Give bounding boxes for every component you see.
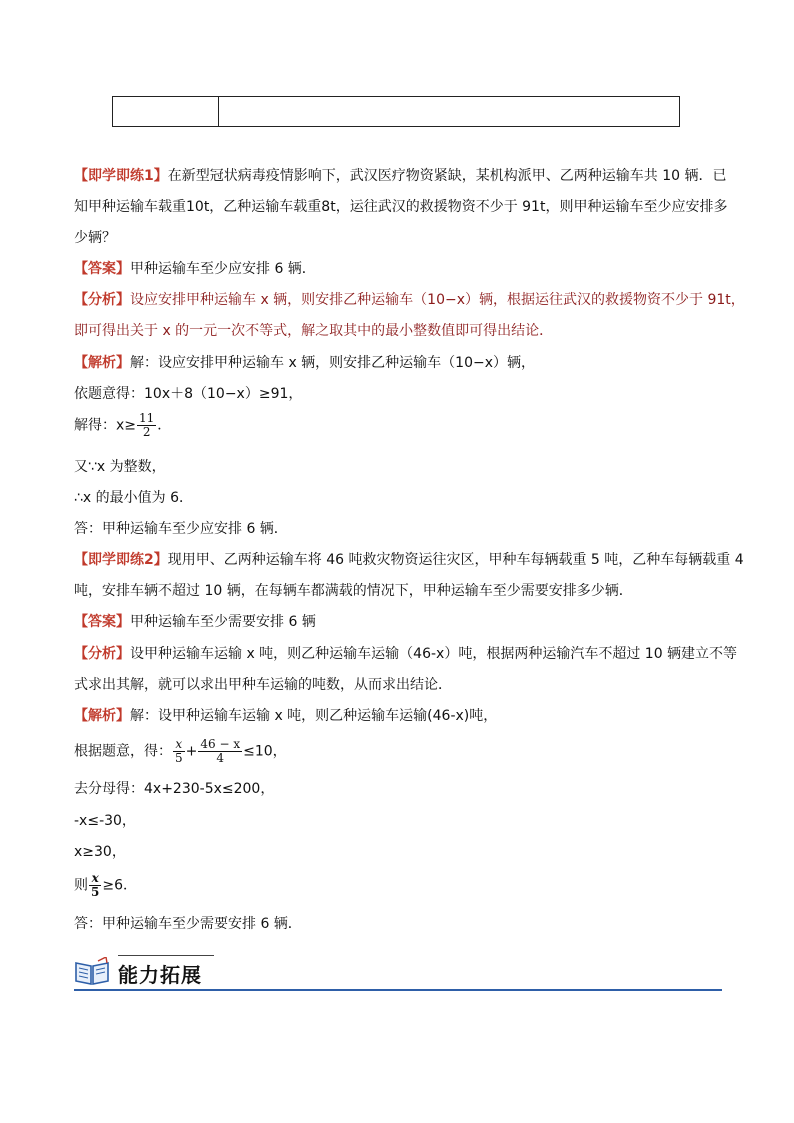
fraction-numerator: x (89, 872, 101, 886)
q2-solution-tag: 【解析】 (74, 708, 130, 724)
q2-solution-line-3: 去分母得：4x+230-5x≤200， (74, 781, 275, 797)
fraction-denominator: 5 (91, 885, 100, 899)
q1-solution-line-2: 依题意得：10x＋8（10−x）≥91， (74, 386, 303, 402)
table-cell (113, 97, 219, 126)
fraction-x-over-5 (173, 738, 185, 765)
empty-table-row (112, 96, 680, 127)
plus-sign: + (185, 743, 198, 760)
section-title: 能力拓展 (118, 963, 202, 987)
fraction-denominator: 5 (175, 751, 183, 765)
q1-tag: 【即学即练1】 (74, 168, 168, 184)
q2-solution-line-6 (74, 872, 137, 899)
q2-answer (74, 612, 316, 632)
q1-solution-line-3 (74, 412, 171, 439)
q1-analysis-line-1 (74, 290, 745, 310)
q2-solution-line-2 (74, 738, 287, 765)
fraction-46-minus-x-over-4 (198, 738, 242, 765)
q1-answer-text: 甲种运输车至少应安排 6 辆． (130, 261, 316, 277)
fraction-11-over-2 (137, 412, 156, 439)
q2-solution-line-5: x≥30， (74, 844, 126, 860)
q2-stem-line-1 (74, 550, 744, 570)
q2-solution-line-1 (74, 706, 497, 726)
q1-answer (74, 259, 316, 279)
fraction-denominator: 4 (216, 751, 225, 765)
q1-sol3-suffix: ． (157, 417, 172, 434)
fraction-numerator: 46 − x (200, 737, 241, 751)
q2-sol6-prefix: 则 (74, 877, 88, 894)
fraction-numerator: x (173, 738, 185, 752)
q1-sol3-prefix: 解得：x≥ (74, 417, 137, 434)
q1-solution-tag: 【解析】 (74, 355, 130, 371)
q1-solution-line-5: ∴x 的最小值为 6． (74, 490, 193, 506)
q1-analysis-text-1: 设应安排甲种运输车 x 辆，则安排乙种运输车（10−x）辆，根据运往武汉的救援物资不少于 91t， (130, 292, 745, 308)
q2-tag: 【即学即练2】 (74, 552, 168, 568)
q1-analysis-tag: 【分析】 (74, 292, 130, 308)
fraction-numerator: 11 (139, 411, 155, 425)
q1-stem-text-1: 在新型冠状病毒疫情影响下，武汉医疗物资紧缺，某机构派甲、乙两种运输车共 10 辆．已 (167, 168, 727, 184)
q1-answer-tag: 【答案】 (74, 261, 130, 277)
q2-stem-line-2: 吨，安排车辆不超过 10 辆，在每辆车都满载的情况下，甲种运输车至少需要安排多少辆． (74, 583, 633, 599)
q2-analysis-line-1 (74, 644, 737, 664)
q1-solution-line-1 (74, 353, 535, 373)
section-header (74, 955, 722, 995)
q2-sol2-suffix: ≤10， (243, 743, 287, 760)
q1-stem-line-3: 少辆？ (74, 230, 116, 246)
q2-solution-line-4: -x≤-30， (74, 813, 136, 829)
fraction-x-over-5-bold (89, 872, 101, 899)
table-cell (219, 97, 679, 126)
q2-stem-text-1: 现用甲、乙两种运输车将 46 吨救灾物资运往灾区，甲种车每辆载重 5 吨，乙种车每辆载重 4 (167, 552, 744, 568)
q1-solution-line-6: 答：甲种运输车至少应安排 6 辆． (74, 521, 288, 537)
q1-stem-line-1 (74, 166, 726, 186)
q2-sol2-prefix: 根据题意，得： (74, 743, 172, 760)
q1-analysis-line-2: 即可得出关于 x 的一元一次不等式，解之取其中的最小整数值即可得出结论． (74, 323, 554, 339)
q2-analysis-tag: 【分析】 (74, 646, 130, 662)
q2-answer-text: 甲种运输车至少需要安排 6 辆 (130, 614, 316, 630)
q2-solution-text-1: 解：设甲种运输车运输 x 吨，则乙种运输车运输(46-x)吨， (130, 708, 498, 724)
divider (118, 955, 214, 956)
open-book-icon (74, 957, 110, 987)
section-rule (74, 989, 722, 991)
fraction-denominator: 2 (142, 425, 151, 439)
q1-solution-text-1: 解：设应安排甲种运输车 x 辆，则安排乙种运输车（10−x）辆， (130, 355, 536, 371)
q2-sol6-suffix: ≥6． (102, 877, 137, 894)
q1-solution-line-4: 又∵x 为整数， (74, 459, 166, 475)
q1-stem-line-2: 知甲种运输车载重10t，乙种运输车载重8t，运往武汉的救援物资不少于 91t，则甲种运输车至少应安排多 (74, 199, 728, 215)
q2-analysis-text-1: 设甲种运输车运输 x 吨，则乙种运输车运输（46-x）吨，根据两种运输汽车不超过 10 辆建立不等 (130, 646, 738, 662)
q2-answer-tag: 【答案】 (74, 614, 130, 630)
q2-solution-line-7: 答：甲种运输车至少需要安排 6 辆． (74, 916, 302, 932)
q2-analysis-line-2: 式求出其解，就可以求出甲种车运输的吨数，从而求出结论． (74, 677, 452, 693)
